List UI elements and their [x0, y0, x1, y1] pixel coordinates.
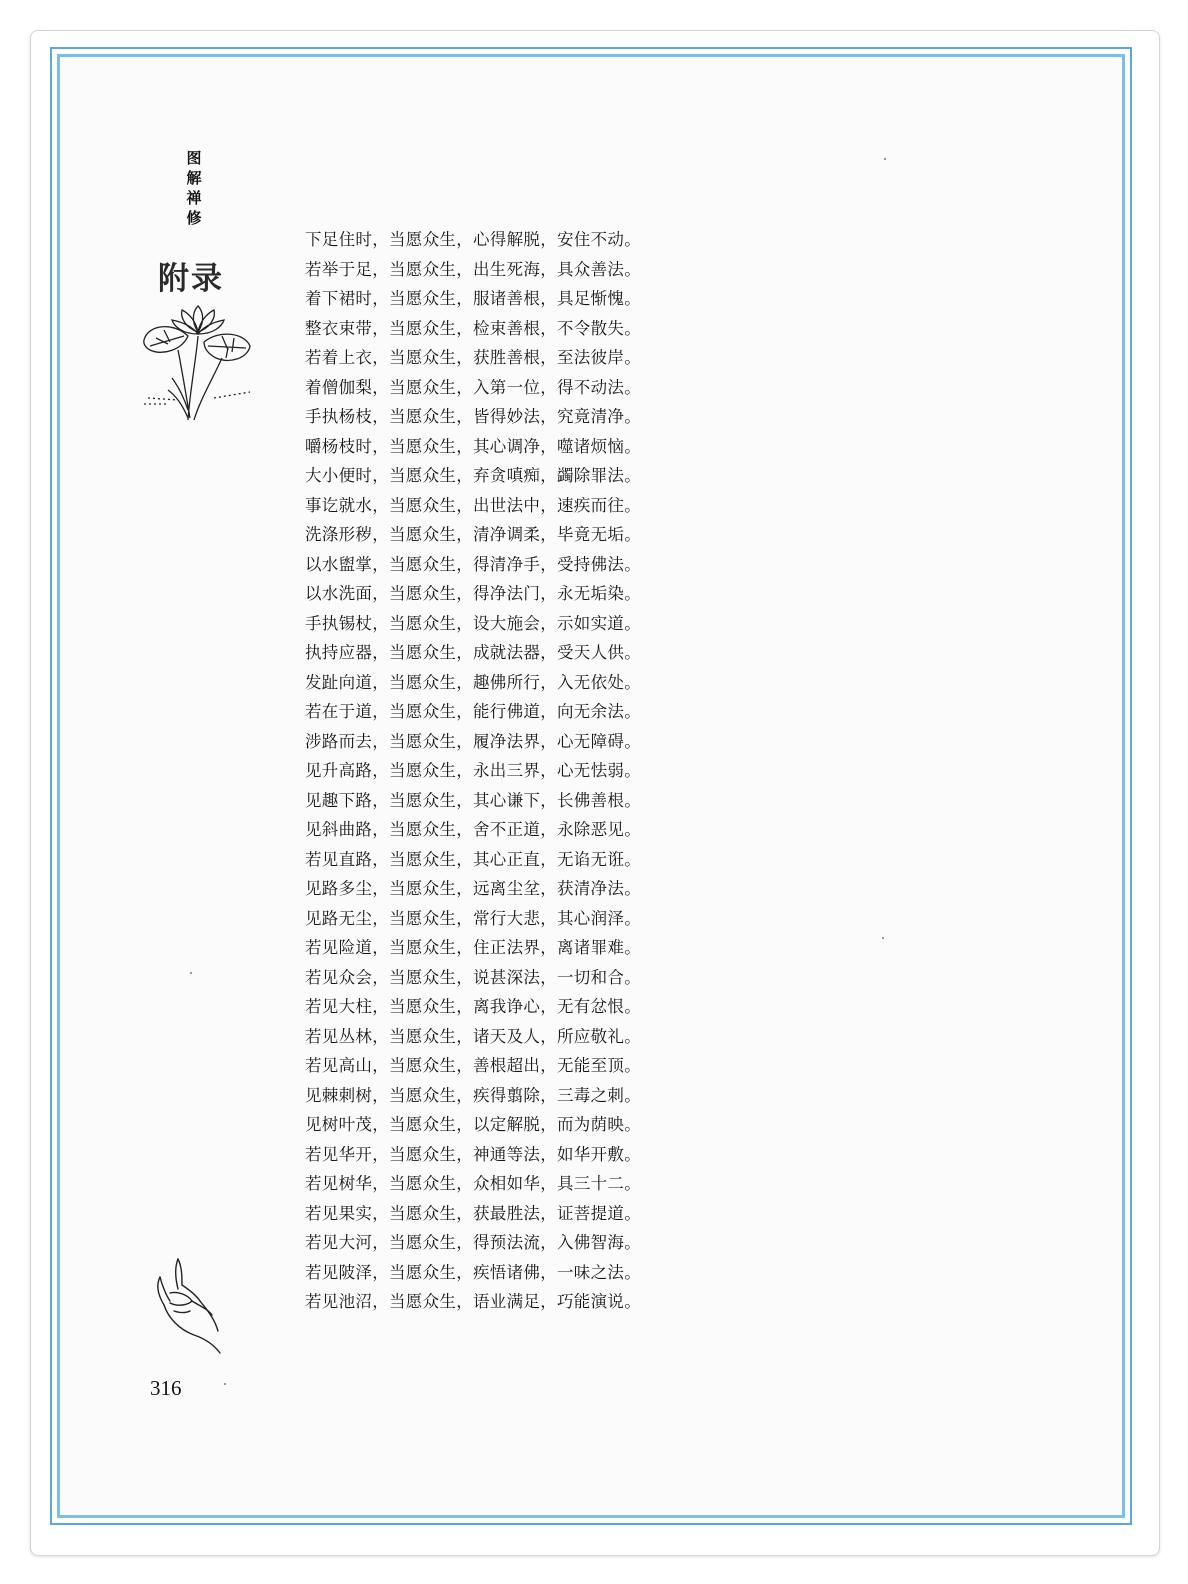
verse-line: 见树叶茂，当愿众生，以定解脱，而为荫映。 [305, 1115, 641, 1134]
verse-line: 若见直路，当愿众生，其心正直，无谄无诳。 [305, 849, 641, 869]
verse-line: 见趣下路，当愿众生，其心谦下，长佛善根。 [305, 790, 641, 810]
scan-speck [224, 1383, 226, 1385]
lotus-icon [138, 300, 258, 425]
scan-speck [884, 158, 886, 160]
verse-line: 手执杨枝，当愿众生，皆得妙法，究竟清净。 [305, 407, 641, 426]
verse-line: 手执锡杖，当愿众生，设大施会，示如实道。 [305, 613, 641, 633]
side-title-char: 禅 [186, 189, 202, 207]
page-number: 316 [150, 1376, 182, 1400]
side-title-char: 图 [186, 149, 202, 167]
verse-line: 见路多尘，当愿众生，远离尘坌，获清净法。 [305, 879, 641, 898]
verse-line: 若举于足，当愿众生，出生死海，具众善法。 [305, 259, 641, 279]
verse-line: 若在于道，当愿众生，能行佛道，向无余法。 [305, 702, 641, 721]
verse-line: 若着上衣，当愿众生，获胜善根，至法彼岸。 [305, 348, 641, 367]
verse-line: 涉路而去，当愿众生，履净法界，心无障碍。 [305, 731, 641, 751]
side-title-char: 修 [186, 209, 202, 227]
side-title-char: 解 [186, 169, 202, 187]
verse-line: 嚼杨枝时，当愿众生，其心调净，噬诸烦恼。 [305, 436, 641, 456]
verse-line: 若见高山，当愿众生，善根超出，无能至顶。 [305, 1056, 641, 1075]
verse-line: 大小便时，当愿众生，弃贪嗔痴，蠲除罪法。 [305, 466, 641, 485]
verse-line: 见升高路，当愿众生，永出三界，心无怯弱。 [305, 761, 641, 780]
verse-line: 以水盥掌，当愿众生，得清净手，受持佛法。 [305, 554, 641, 574]
verse-line: 若见丛林，当愿众生，诸天及人，所应敬礼。 [305, 1026, 641, 1046]
appendix-heading: 附录 [158, 261, 224, 297]
verse-line: 见斜曲路，当愿众生，舍不正道，永除恶见。 [305, 820, 641, 839]
verse-line: 着僧伽梨，当愿众生，入第一位，得不动法。 [305, 377, 641, 397]
verse-list [305, 225, 725, 1317]
verse-line: 以水洗面，当愿众生，得净法门，永无垢染。 [305, 584, 641, 603]
verse-line: 洗涤形秽，当愿众生，清净调柔，毕竟无垢。 [305, 525, 641, 544]
verse-line: 若见果实，当愿众生，获最胜法，证菩提道。 [305, 1203, 641, 1223]
scan-speck [882, 937, 884, 939]
verse-line: 若见大柱，当愿众生，离我诤心，无有忿恨。 [305, 997, 641, 1016]
verse-line: 见路无尘，当愿众生，常行大悲，其心润泽。 [305, 908, 641, 928]
verse-line: 若见树华，当愿众生，众相如华，具三十二。 [305, 1174, 641, 1193]
verse-line: 若见大河，当愿众生，得预法流，入佛智海。 [305, 1233, 641, 1252]
book-side-title [184, 148, 204, 228]
hand-mudra-icon [148, 1255, 228, 1355]
scan-speck [190, 972, 192, 974]
verse-line: 若见华开，当愿众生，神通等法，如华开敷。 [305, 1144, 641, 1164]
verse-line: 执持应器，当愿众生，成就法器，受天人供。 [305, 643, 641, 662]
verse-line: 若见众会，当愿众生，说甚深法，一切和合。 [305, 967, 641, 987]
verse-line: 着下裙时，当愿众生，服诸善根，具足惭愧。 [305, 289, 641, 308]
verse-line: 若见池沼，当愿众生，语业满足，巧能演说。 [305, 1292, 641, 1311]
verse-line: 下足住时，当愿众生，心得解脱，安住不动。 [305, 230, 641, 249]
verse-line: 发趾向道，当愿众生，趣佛所行，入无依处。 [305, 672, 641, 692]
verse-line: 事讫就水，当愿众生，出世法中，速疾而往。 [305, 495, 641, 515]
verse-line: 若见陂泽，当愿众生，疾悟诸佛，一味之法。 [305, 1262, 641, 1282]
verse-line: 见棘刺树，当愿众生，疾得翦除，三毒之刺。 [305, 1085, 641, 1105]
verse-line: 整衣束带，当愿众生，检束善根，不令散失。 [305, 318, 641, 338]
verse-line: 若见险道，当愿众生，住正法界，离诸罪难。 [305, 938, 641, 957]
